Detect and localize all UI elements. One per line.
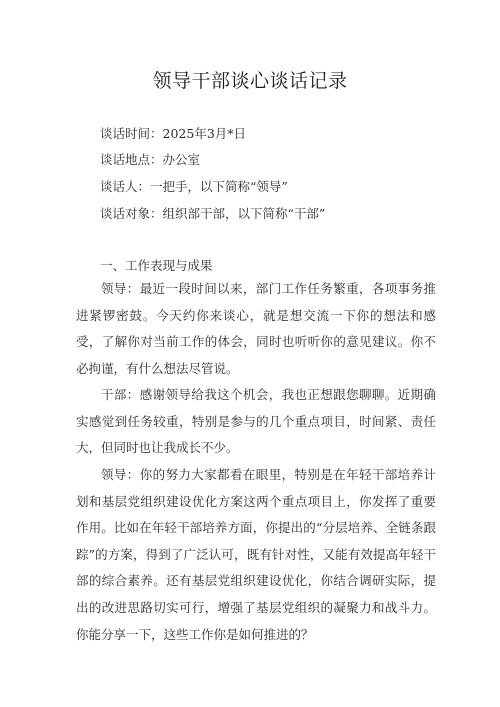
- meta-interviewer: [100, 177, 288, 195]
- section-heading: 一、工作表现与成果: [100, 258, 213, 273]
- meta-location-label: 谈话地点：: [100, 152, 163, 167]
- meta-time-label: 谈话时间：: [100, 126, 163, 141]
- paragraph-leader-opening: 领导：最近一段时间以来，部门工作任务繁重，各项事务推进紧锣密鼓。今天约你来谈心，就是想交流一下你的想法和感受，了解你对当前工作的体会，同时也听听你的意见建议。你不必拘谨，有什么想法尽管说。: [76, 281, 436, 376]
- meta-interviewer-label: 谈话人：: [100, 179, 151, 194]
- meta-interviewer-value: 一把手，以下简称“领导”: [150, 179, 288, 194]
- meta-location: [100, 150, 200, 168]
- meta-time-value: 2025年3月*日: [162, 126, 247, 141]
- paragraph-leader-feedback: 领导：你的努力大家都看在眼里，特别是在年轻干部培养计划和基层党组织建设优化方案这两个重点项目上，你发挥了重要作用。比如在年轻干部培养方面，你提出的“分层培养、全链条跟踪”的方案，得到了广泛认可，既有针对性，又能有效提高年轻干部的综合素养。还有基层党组织建设优化，你结合调研实际，提出的改进思路切实可行，增强了基层党组织的凝聚力和战斗力。你能分享一下，这些工作你是如何推进的？: [76, 467, 436, 642]
- meta-location-value: 办公室: [162, 152, 201, 167]
- document-title: 领导干部谈心谈话记录: [152, 70, 348, 92]
- meta-interviewee-label: 谈话对象：: [100, 206, 163, 221]
- paragraph-cadre-reply: 干部：感谢领导给我这个机会，我也正想跟您聊聊。近期确实感觉到任务较重，特别是参与的几个重点项目，时间紧、责任大，但同时也让我成长不少。: [76, 387, 436, 456]
- meta-time: [100, 124, 246, 142]
- meta-interviewee-value: 组织部干部，以下简称“干部”: [162, 206, 326, 221]
- meta-interviewee: [100, 204, 325, 222]
